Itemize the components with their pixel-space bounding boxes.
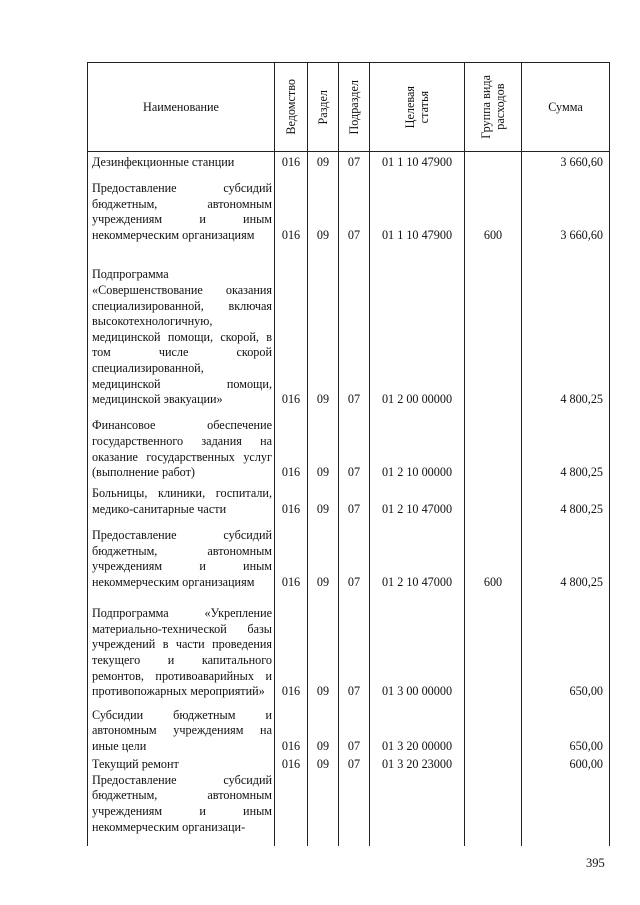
row-target-item: 01 1 10 47900 — [370, 170, 465, 243]
header-amount: Сумма — [522, 63, 610, 152]
table-row — [88, 408, 610, 481]
row-expense-group: 600 — [465, 517, 522, 590]
table-row — [88, 773, 610, 846]
row-section: 09 — [308, 243, 339, 407]
row-department: 016 — [275, 152, 308, 171]
table-row — [88, 170, 610, 243]
table-row — [88, 481, 610, 518]
row-name: Подпрограмма «Укрепление материально-технической базы учреждений в части проведения текущего и капитального ремонтов, противоаварийных и противопожарных мероприятий» — [88, 590, 275, 700]
row-department: 016 — [275, 170, 308, 243]
row-section: 09 — [308, 517, 339, 590]
row-target-item: 01 2 10 47000 — [370, 481, 465, 518]
row-target-item: 01 2 10 47000 — [370, 517, 465, 590]
row-name: Дезинфекционные станции — [88, 152, 275, 171]
row-department — [275, 773, 308, 846]
row-section: 09 — [308, 590, 339, 700]
row-target-item: 01 3 20 23000 — [370, 755, 465, 773]
row-subsection — [339, 773, 370, 846]
budget-table — [87, 62, 610, 846]
row-subsection: 07 — [339, 152, 370, 171]
row-subsection: 07 — [339, 170, 370, 243]
header-subsection: Подраздел — [339, 63, 370, 152]
row-expense-group: 600 — [465, 170, 522, 243]
row-amount: 4 800,25 — [522, 408, 610, 481]
row-department: 016 — [275, 700, 308, 755]
row-amount: 650,00 — [522, 590, 610, 700]
row-expense-group — [465, 755, 522, 773]
row-amount: 4 800,25 — [522, 243, 610, 407]
table-row — [88, 243, 610, 407]
row-amount: 650,00 — [522, 700, 610, 755]
row-amount: 3 660,60 — [522, 170, 610, 243]
row-department: 016 — [275, 243, 308, 407]
row-department: 016 — [275, 590, 308, 700]
row-expense-group — [465, 408, 522, 481]
row-section: 09 — [308, 408, 339, 481]
row-subsection: 07 — [339, 408, 370, 481]
row-target-item: 01 1 10 47900 — [370, 152, 465, 171]
row-amount: 4 800,25 — [522, 517, 610, 590]
row-subsection: 07 — [339, 590, 370, 700]
table-header-row — [88, 63, 610, 152]
table-row — [88, 700, 610, 755]
row-subsection: 07 — [339, 755, 370, 773]
row-department: 016 — [275, 755, 308, 773]
row-subsection: 07 — [339, 481, 370, 518]
row-amount: 600,00 — [522, 755, 610, 773]
row-section: 09 — [308, 152, 339, 171]
row-section: 09 — [308, 170, 339, 243]
row-name: Текущий ремонт — [88, 755, 275, 773]
header-target-item: Целевая статья — [370, 63, 465, 152]
row-department: 016 — [275, 408, 308, 481]
row-expense-group — [465, 590, 522, 700]
header-section: Раздел — [308, 63, 339, 152]
row-expense-group — [465, 152, 522, 171]
table-row — [88, 755, 610, 773]
row-department: 016 — [275, 481, 308, 518]
row-expense-group — [465, 243, 522, 407]
row-name: Больницы, клиники, госпитали, медико-санитарные части — [88, 481, 275, 518]
row-target-item: 01 2 00 00000 — [370, 243, 465, 407]
row-expense-group — [465, 481, 522, 518]
row-section — [308, 773, 339, 846]
row-name: Предоставление субсидий бюджетным, автономным учреждениям и иным некоммерческим организациям — [88, 170, 275, 243]
row-name: Финансовое обеспечение государственного задания на оказание государственных услуг (выполнение работ) — [88, 408, 275, 481]
row-name: Предоставление субсидий бюджетным, автономным учреждениям и иным некоммерческим организаци- — [88, 773, 275, 846]
row-name: Предоставление субсидий бюджетным, автономным учреждениям и иным некоммерческим организациям — [88, 517, 275, 590]
row-section: 09 — [308, 700, 339, 755]
row-target-item: 01 3 20 00000 — [370, 700, 465, 755]
row-target-item: 01 2 10 00000 — [370, 408, 465, 481]
page-number: 395 — [586, 856, 605, 870]
header-department: Ведомство — [275, 63, 308, 152]
row-subsection: 07 — [339, 517, 370, 590]
table-row — [88, 517, 610, 590]
row-expense-group — [465, 700, 522, 755]
row-section: 09 — [308, 755, 339, 773]
table-row — [88, 590, 610, 700]
table-row — [88, 152, 610, 171]
row-target-item: 01 3 00 00000 — [370, 590, 465, 700]
row-name: Подпрограмма «Совершенствование оказания специализированной, включая высокотехнологичную, медицинской помощи, скорой, в том числе скорой специализированной, медицинской помощи, медицинской эвакуации» — [88, 243, 275, 407]
row-target-item — [370, 773, 465, 846]
row-name: Субсидии бюджетным и автономным учреждениям на иные цели — [88, 700, 275, 755]
row-expense-group — [465, 773, 522, 846]
header-expense-group: Группа вида расходов — [465, 63, 522, 152]
row-amount — [522, 773, 610, 846]
row-subsection: 07 — [339, 700, 370, 755]
row-department: 016 — [275, 517, 308, 590]
row-subsection: 07 — [339, 243, 370, 407]
row-amount: 4 800,25 — [522, 481, 610, 518]
row-amount: 3 660,60 — [522, 152, 610, 171]
header-name: Наименование — [88, 63, 275, 152]
row-section: 09 — [308, 481, 339, 518]
